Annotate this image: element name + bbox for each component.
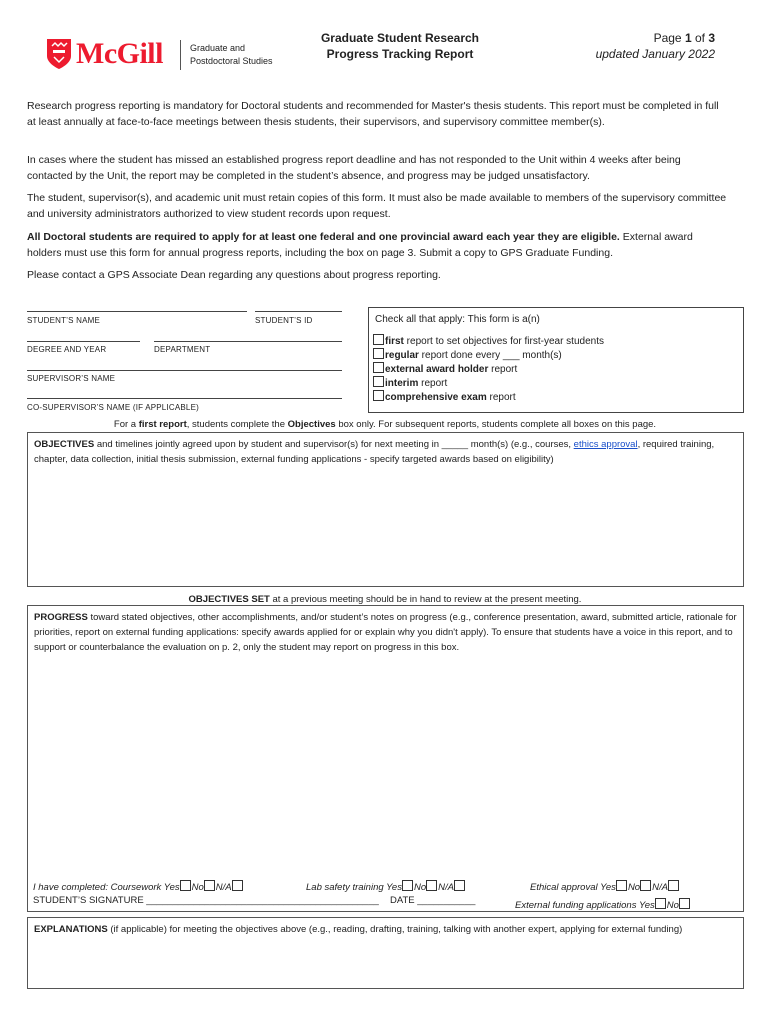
- form-type-title: Check all that apply: This form is a(n): [375, 314, 540, 325]
- lab-safety-row: Lab safety training Yes No N/A: [306, 880, 466, 893]
- objectives-instructions: OBJECTIVES and timelines jointly agreed upon by student and supervisor(s) for next meeting in _____ month(s) (e.g., courses, ethics approval, required training, chapter, data collection, initial thesis submission, external funding applications - specify targeted awards based on eligibility): [34, 439, 715, 465]
- lab-yes-checkbox[interactable]: [402, 880, 413, 891]
- logo-divider: [180, 40, 181, 70]
- instruction-line: For a first report, students complete the Objectives box only. For subsequent reports, students complete all boxes on this page.: [113, 419, 657, 430]
- objectives-box[interactable]: [27, 432, 744, 587]
- checkbox[interactable]: [373, 376, 384, 387]
- checkbox[interactable]: [373, 362, 384, 373]
- coursework-na-checkbox[interactable]: [232, 880, 243, 891]
- supervisor-field[interactable]: [27, 370, 342, 371]
- intro-paragraph-4: All Doctoral students are required to apply for at least one federal and one provincial award each year they are eligible. External award holders must use this form for annual progress reports, including the box on page 3. Submit a copy to GPS Graduate Funding.: [27, 231, 693, 259]
- updated-date: updated January 2022: [595, 47, 715, 61]
- cosupervisor-label: CO-SUPERVISOR’S NAME (IF APPLICABLE): [27, 403, 199, 412]
- student-id-label: STUDENT’S ID: [255, 316, 313, 325]
- lab-na-checkbox[interactable]: [454, 880, 465, 891]
- mcgill-crest-icon: [46, 38, 72, 70]
- checkbox[interactable]: [373, 334, 384, 345]
- degree-year-field[interactable]: [27, 341, 140, 342]
- ethics-approval-link[interactable]: ethics approval: [573, 439, 638, 450]
- coursework-no-checkbox[interactable]: [204, 880, 215, 891]
- student-name-field[interactable]: [27, 311, 247, 312]
- supervisor-label: SUPERVISOR’S NAME: [27, 374, 116, 383]
- option-regular[interactable]: regular report done every ___ month(s): [373, 348, 562, 363]
- ethical-approval-row: Ethical approval Yes No N/A: [530, 880, 680, 893]
- coursework-row: I have completed: Coursework Yes No N/A: [33, 880, 244, 893]
- ethics-na-checkbox[interactable]: [668, 880, 679, 891]
- objectives-set-line: OBJECTIVES SET at a previous meeting should be in hand to review at the present meeting.: [188, 594, 582, 605]
- option-first[interactable]: first report to set objectives for first-year students: [373, 334, 604, 349]
- funding-no-checkbox[interactable]: [679, 898, 690, 909]
- student-id-field[interactable]: [255, 311, 342, 312]
- brand-wordmark: McGill: [76, 37, 163, 70]
- student-name-label: STUDENT’S NAME: [27, 316, 101, 325]
- mcgill-logo: [46, 38, 276, 72]
- intro-paragraph-2: In cases where the student has missed an established progress report deadline and has not responded to the Unit within 4 weeks after being contacted by the Unit, the report may be completed in the student’s absence, and progress may be judged unsatisfactory.: [27, 154, 681, 182]
- checkbox[interactable]: [373, 348, 384, 359]
- intro-paragraph-5: Please contact a GPS Associate Dean regarding any questions about progress reporting.: [27, 269, 441, 281]
- option-comprehensive-exam[interactable]: comprehensive exam report: [373, 390, 516, 405]
- cosupervisor-field[interactable]: [27, 398, 342, 399]
- intro-paragraph-1: Research progress reporting is mandatory for Doctoral students and recommended for Master's thesis students. This report must be completed in full at least annually at face-to-face meetings between thesis students, their supervisors, and supervisory committee member(s).: [27, 100, 719, 128]
- option-external-award[interactable]: external award holder report: [373, 362, 517, 377]
- explanations-box[interactable]: [27, 917, 744, 989]
- explanations-instructions: EXPLANATIONS (if applicable) for meeting the objectives above (e.g., reading, drafting, training, talking with another expert, applying for external funding): [34, 924, 683, 935]
- option-interim[interactable]: interim report: [373, 376, 447, 391]
- department-label: DEPARTMENT: [154, 345, 211, 354]
- lab-no-checkbox[interactable]: [426, 880, 437, 891]
- form-type-box: [368, 307, 744, 413]
- unit-name: Graduate and Postdoctoral Studies: [190, 43, 273, 66]
- funding-row: External funding applications Yes No: [515, 898, 691, 911]
- document-title: Graduate Student Research Progress Tracking Report: [320, 31, 480, 61]
- progress-instructions: PROGRESS toward stated objectives, other accomplishments, and/or student’s notes on progress (e.g., conference presentation, award, submitted article, rationale for priorities, report on external funding applications: specify awards applied for or explain why you didn't apply). To ensure that students have a voice in this report, and to support or counterbalance the evaluation on p. 2, only the student may report on progress in this box.: [34, 612, 737, 653]
- checkbox[interactable]: [373, 390, 384, 401]
- ethics-yes-checkbox[interactable]: [616, 880, 627, 891]
- intro-paragraph-3: The student, supervisor(s), and academic unit must retain copies of this form. It must also be made available to members of the supervisory committee and university administrators authorized to view student records upon request.: [27, 192, 727, 220]
- degree-year-label: DEGREE AND YEAR: [27, 345, 107, 354]
- date-field[interactable]: DATE ___________: [390, 895, 476, 906]
- department-field[interactable]: [154, 341, 342, 342]
- progress-box[interactable]: [27, 605, 744, 912]
- coursework-yes-checkbox[interactable]: [180, 880, 191, 891]
- page-info: Page 1 of 3 updated January 2022: [560, 30, 715, 62]
- funding-yes-checkbox[interactable]: [655, 898, 666, 909]
- student-signature-field[interactable]: STUDENT’S SIGNATURE ____________________________________________: [33, 895, 379, 906]
- ethics-no-checkbox[interactable]: [640, 880, 651, 891]
